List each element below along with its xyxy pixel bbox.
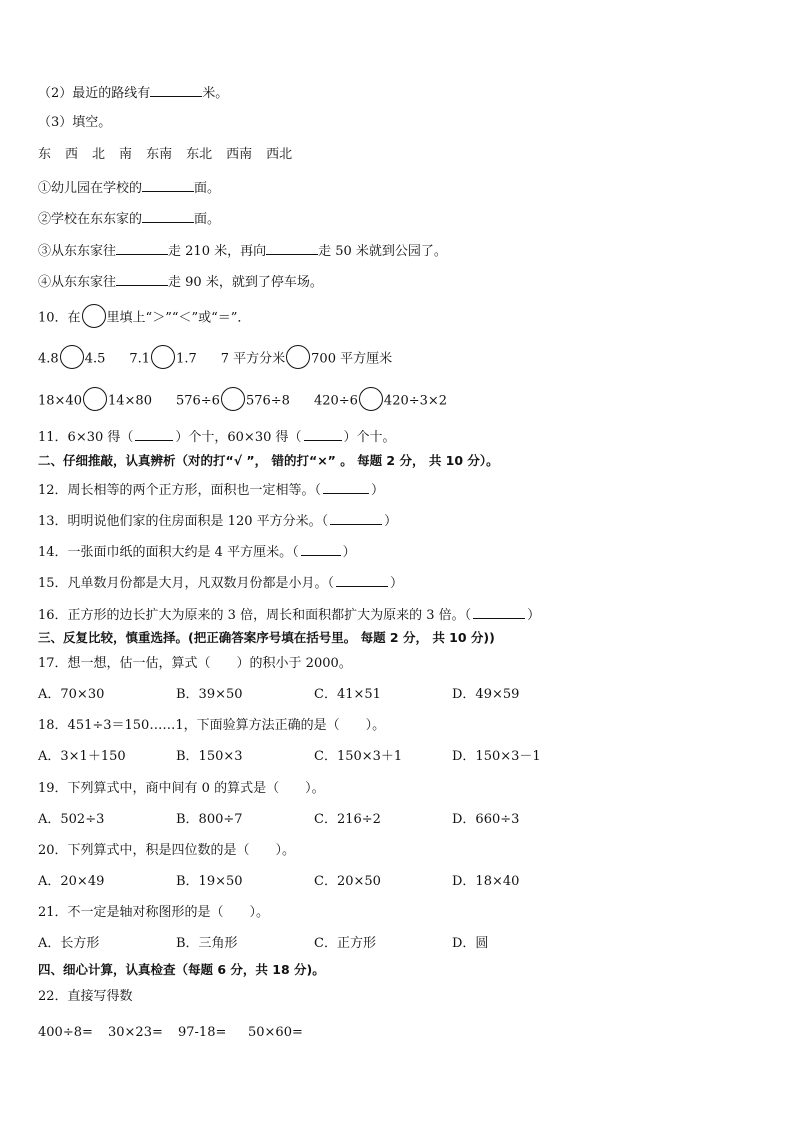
judge-item: 14．一张面巾纸的面积大约是 4 平方厘米。（ ） (38, 541, 356, 562)
answer-blank[interactable] (150, 82, 202, 97)
calc-row (38, 1024, 758, 1042)
choice-question: 17．想一想，估一估，算式（ ）的积小于 2000。 (38, 656, 352, 671)
option-c[interactable]: C．216÷2 (314, 812, 381, 827)
judge-item: 16．正方形的边长扩大为原来的 3 倍，周长和面积都扩大为原来的 3 倍。（ ） (38, 604, 540, 625)
q10-row2: 18×40 14×80 576÷6 576÷8 420÷6 420÷3×2 (38, 389, 447, 413)
option-a[interactable]: A．3×1＋150 (38, 749, 126, 764)
q9-sub1: ①幼儿园在学校的 面。 (38, 177, 220, 198)
answer-blank[interactable] (266, 240, 318, 255)
answer-blank[interactable] (304, 426, 342, 441)
q9-sub2: ②学校在东东家的 面。 (38, 208, 220, 229)
q9-part2: （2）最近的路线有 米。 (38, 82, 228, 103)
compare-circle[interactable] (83, 387, 107, 411)
option-d[interactable]: D．49×59 (452, 687, 520, 702)
compare-circle[interactable] (286, 345, 310, 369)
q11: 11．6×30 得（ ）个十，60×30 得（ ）个十。 (38, 426, 396, 447)
calc-item: 50×60= (248, 1025, 303, 1040)
choice-options (38, 935, 758, 953)
direction-list: 东 西 北 南 东南 东北 西南 西北 (38, 147, 293, 162)
option-a[interactable]: A．长方形 (38, 936, 100, 951)
q9-sub4: ④从东东家往 走 90 米，就到了停车场。 (38, 271, 323, 292)
q9-part3: （3）填空。 (38, 115, 112, 130)
option-d[interactable]: D．18×40 (452, 874, 520, 889)
answer-blank[interactable] (323, 479, 369, 494)
judge-item: 15．凡单数月份都是大月，凡双数月份都是小月。（ ） (38, 572, 403, 593)
q9-sub3: ③从东东家往 走 210 米，再向 走 50 米就到公园了。 (38, 240, 447, 261)
answer-blank[interactable] (142, 177, 194, 192)
choice-options (38, 811, 758, 829)
compare-circle[interactable] (60, 345, 84, 369)
option-d[interactable]: D．圆 (452, 936, 489, 951)
option-b[interactable]: B．39×50 (176, 687, 243, 702)
answer-blank[interactable] (116, 240, 168, 255)
choice-question: 19．下列算式中，商中间有 0 的算式是（ ）。 (38, 781, 325, 796)
option-b[interactable]: B．800÷7 (176, 812, 243, 827)
choice-options (38, 748, 758, 766)
option-a[interactable]: A．70×30 (38, 687, 105, 702)
answer-blank[interactable] (301, 541, 341, 556)
answer-blank[interactable] (473, 604, 525, 619)
calc-item: 97-18= (178, 1025, 227, 1040)
section-4-heading: 四、细心计算，认真检查（每题 6 分，共 18 分)。 (38, 962, 325, 977)
option-b[interactable]: B．150×3 (176, 749, 243, 764)
answer-blank[interactable] (336, 572, 388, 587)
answer-blank[interactable] (330, 510, 382, 525)
option-c[interactable]: C．正方形 (314, 936, 376, 951)
answer-blank[interactable] (116, 271, 168, 286)
compare-circle[interactable] (359, 387, 383, 411)
q10-heading: 10．在 里填上“＞”“＜”或“＝”． (38, 306, 250, 330)
option-a[interactable]: A．20×49 (38, 874, 105, 889)
section-3-heading: 三、反复比较，慎重选择。(把正确答案序号填在括号里。 每题 2 分， 共 10 分)) (38, 630, 495, 645)
option-b[interactable]: B．三角形 (176, 936, 238, 951)
judge-item: 12．周长相等的两个正方形，面积也一定相等。（ ） (38, 479, 384, 500)
choice-options (38, 873, 758, 891)
q10-row1: 4.8 4.5 7.1 1.7 7 平方分米 700 平方厘米 (38, 347, 392, 371)
compare-circle[interactable] (221, 387, 245, 411)
option-c[interactable]: C．150×3＋1 (314, 749, 403, 764)
option-c[interactable]: C．20×50 (314, 874, 381, 889)
choice-question: 20．下列算式中，积是四位数的是（ ）。 (38, 843, 296, 858)
answer-blank[interactable] (142, 208, 194, 223)
option-d[interactable]: D．660÷3 (452, 812, 520, 827)
compare-circle (82, 304, 106, 328)
option-d[interactable]: D．150×3－1 (452, 749, 541, 764)
choice-question: 18．451÷3＝150……1，下面验算方法正确的是（ ）。 (38, 718, 386, 733)
option-b[interactable]: B．19×50 (176, 874, 243, 889)
calc-item: 30×23= (108, 1025, 163, 1040)
judge-item: 13．明明说他们家的住房面积是 120 平方分米。（ ） (38, 510, 397, 531)
option-a[interactable]: A．502÷3 (38, 812, 105, 827)
calc-item: 400÷8= (38, 1025, 93, 1040)
answer-blank[interactable] (135, 426, 173, 441)
choice-question: 21．不一定是轴对称图形的是（ ）。 (38, 905, 270, 920)
section-2-heading: 二、仔细推敲，认真辨析（对的打“√ ”， 错的打“×” 。 每题 2 分， 共 10 分）。 (38, 453, 499, 468)
compare-circle[interactable] (151, 345, 175, 369)
option-c[interactable]: C．41×51 (314, 687, 381, 702)
q22-heading: 22．直接写得数 (38, 989, 133, 1004)
choice-options (38, 686, 758, 704)
